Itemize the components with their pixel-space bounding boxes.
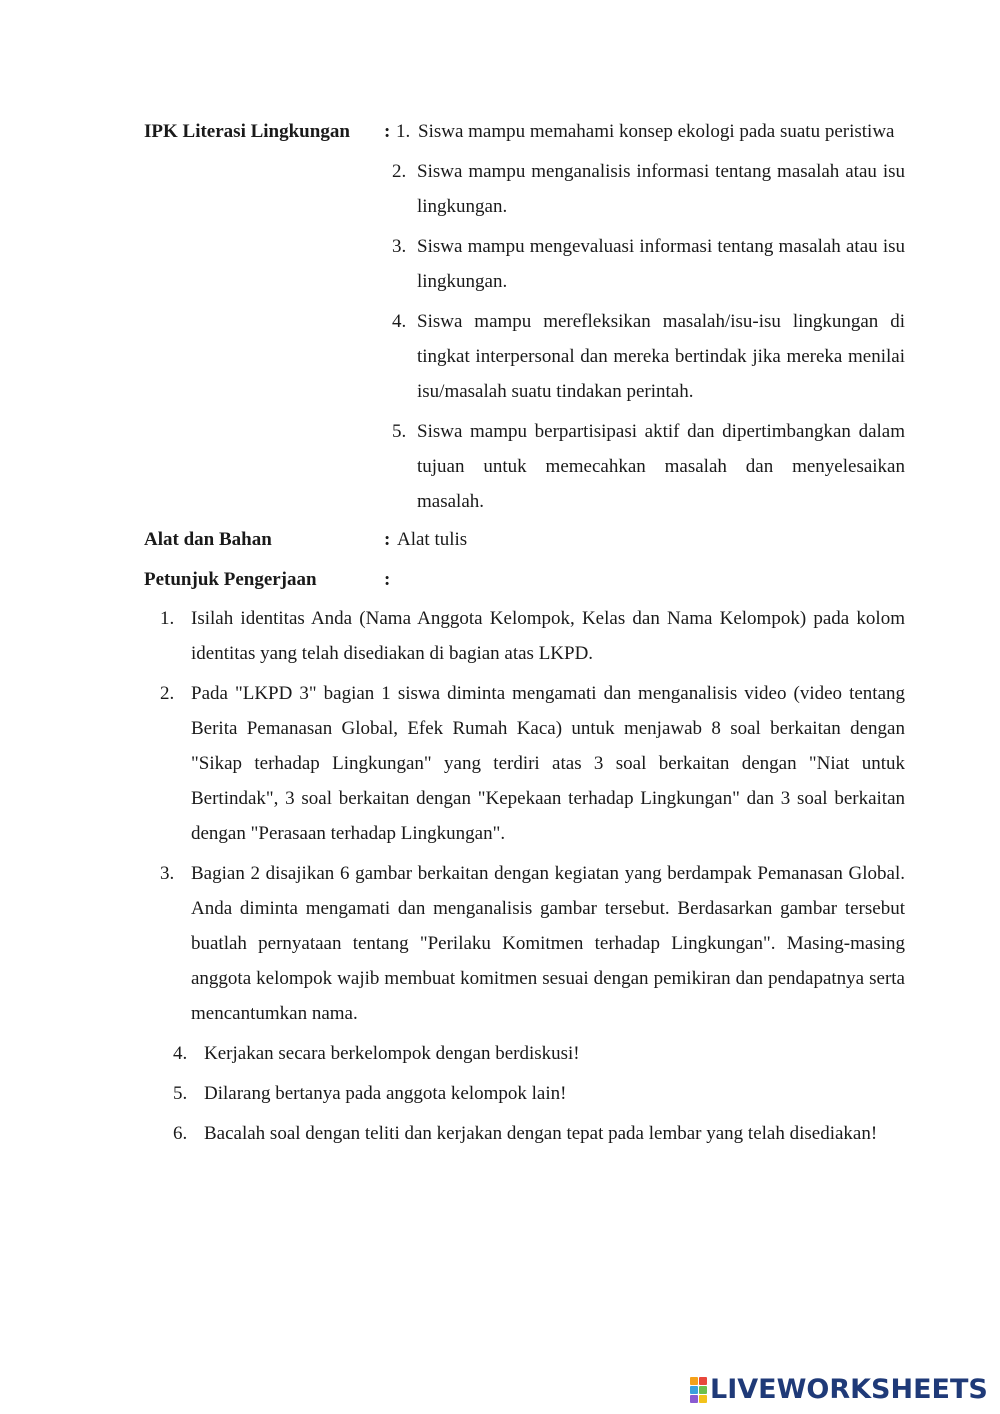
- ipk-item-text: Siswa mampu memahami konsep ekologi pada suatu peristiwa: [418, 121, 895, 142]
- liveworksheets-logo-text: LIVEWORKSHEETS: [710, 1374, 988, 1405]
- petunjuk-item-text: Bagian 2 disajikan 6 gambar berkaitan dengan kegiatan yang berdampak Pemanasan Global. Anda diminta mengamati dan menganalisis gambar tersebut. Berdasarkan gambar tersebut buatlah pernyataan tentang "Perilaku Komitmen terhadap Lingkungan". Masing-masing anggota kelompok wajib membuat komitmen sesuai dengan pemikiran dan pendapatnya serta mencantumkan nama.: [191, 863, 905, 1024]
- ipk-item-number: 3.: [392, 236, 407, 257]
- petunjuk-item: [160, 1076, 905, 1111]
- ipk-item: [392, 304, 905, 409]
- petunjuk-item: [160, 676, 905, 851]
- logo-square-4: [699, 1386, 707, 1394]
- petunjuk-item-number: 3.: [160, 863, 175, 884]
- petunjuk-colon: :: [384, 569, 391, 590]
- ipk-item-text: Siswa mampu menganalisis informasi tentang masalah atau isu lingkungan.: [417, 161, 905, 217]
- ipk-item: [392, 229, 905, 299]
- petunjuk-item-number: 5.: [173, 1083, 188, 1104]
- alat-colon: :: [384, 529, 391, 550]
- petunjuk-item-number: 6.: [173, 1123, 188, 1144]
- liveworksheets-logo-icon: [690, 1377, 707, 1403]
- ipk-item: [396, 114, 894, 149]
- petunjuk-item-text: Isilah identitas Anda (Nama Anggota Kelompok, Kelas dan Nama Kelompok) pada kolom identitas yang telah disediakan di bagian atas LKPD.: [191, 608, 905, 664]
- petunjuk-item-text: Dilarang bertanya pada anggota kelompok lain!: [204, 1083, 567, 1104]
- ipk-item-number: 1.: [396, 121, 411, 142]
- petunjuk-item: [160, 856, 905, 1031]
- petunjuk-item: [160, 1036, 905, 1071]
- petunjuk-item-text: Bacalah soal dengan teliti dan kerjakan dengan tepat pada lembar yang telah disediakan!: [204, 1123, 878, 1144]
- ipk-list: [392, 154, 905, 524]
- petunjuk-label: Petunjuk Pengerjaan: [144, 569, 317, 590]
- ipk-item-text: Siswa mampu merefleksikan masalah/isu-isu lingkungan di tingkat interpersonal dan mereka bertindak jika mereka menilai isu/masalah suatu tindakan perintah.: [417, 311, 905, 402]
- ipk-item-text: Siswa mampu berpartisipasi aktif dan dipertimbangkan dalam tujuan untuk memecahkan masalah dan menyelesaikan masalah.: [417, 421, 905, 512]
- petunjuk-item: [160, 601, 905, 671]
- petunjuk-list: [160, 601, 905, 1156]
- ipk-item-number: 2.: [392, 161, 407, 182]
- petunjuk-item-number: 4.: [173, 1043, 188, 1064]
- ipk-item-text: Siswa mampu mengevaluasi informasi tentang masalah atau isu lingkungan.: [417, 236, 905, 292]
- ipk-label: IPK Literasi Lingkungan: [144, 121, 350, 142]
- logo-square-3: [690, 1386, 698, 1394]
- liveworksheets-logo: [690, 1374, 988, 1405]
- petunjuk-item: [160, 1116, 905, 1151]
- ipk-item: [392, 154, 905, 224]
- ipk-item: [392, 414, 905, 519]
- petunjuk-item-number: 2.: [160, 683, 175, 704]
- logo-square-2: [699, 1377, 707, 1385]
- ipk-item-number: 4.: [392, 311, 407, 332]
- logo-square-5: [690, 1395, 698, 1403]
- alat-label: Alat dan Bahan: [144, 529, 272, 550]
- ipk-item-number: 5.: [392, 421, 407, 442]
- ipk-colon: :: [384, 121, 391, 142]
- petunjuk-item-number: 1.: [160, 608, 175, 629]
- petunjuk-item-text: Pada "LKPD 3" bagian 1 siswa diminta mengamati dan menganalisis video (video tentang Berita Pemanasan Global, Efek Rumah Kaca) untuk menjawab 8 soal berkaitan dengan "Sikap terhadap Lingkungan" yang terdiri atas 3 soal berkaitan dengan "Niat untuk Bertindak", 3 soal berkaitan dengan "Kepekaan terhadap Lingkungan" dan 3 soal berkaitan dengan "Perasaan terhadap Lingkungan".: [191, 683, 905, 844]
- logo-square-1: [690, 1377, 698, 1385]
- logo-square-6: [699, 1395, 707, 1403]
- petunjuk-item-text: Kerjakan secara berkelompok dengan berdiskusi!: [204, 1043, 580, 1064]
- alat-value: Alat tulis: [397, 529, 468, 550]
